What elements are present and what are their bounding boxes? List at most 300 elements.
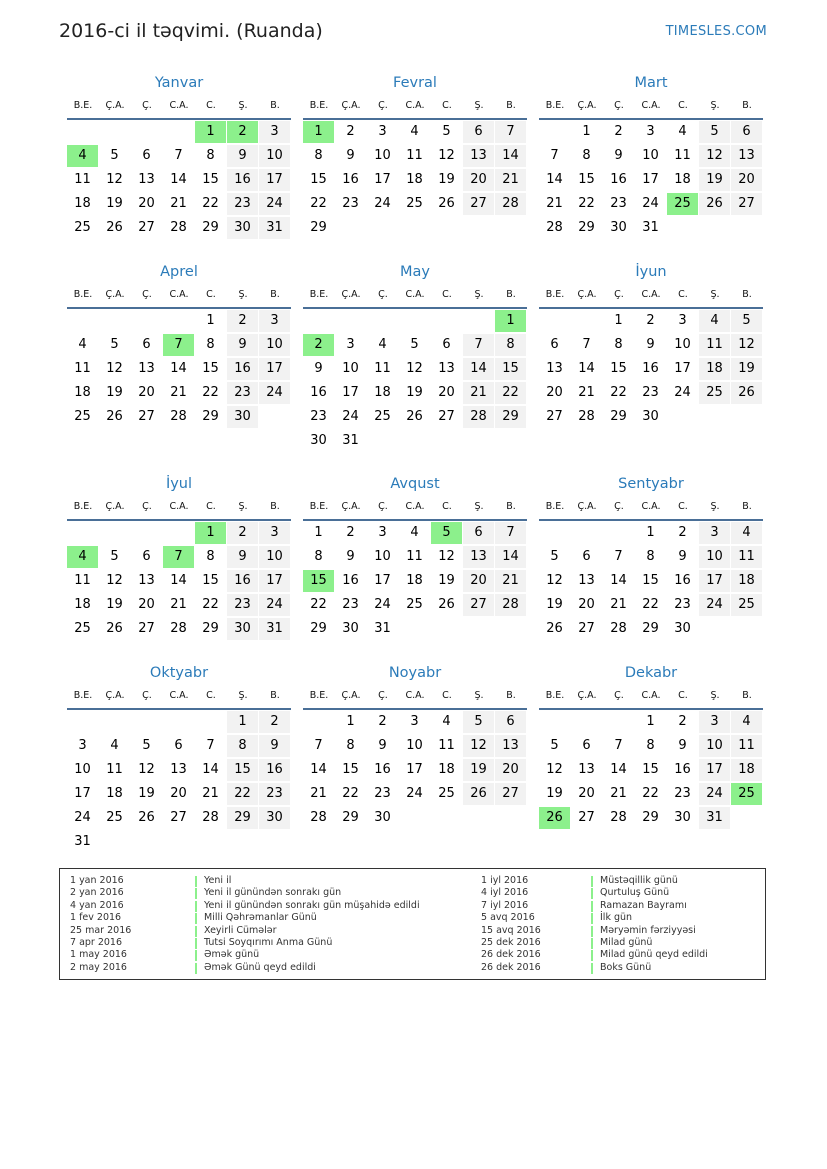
day-cell: 23 [227,594,258,616]
empty-cell [571,522,602,544]
legend-date: 25 mar 2016 [70,924,132,936]
day-cell: 26 [438,597,455,612]
weekday-label: B. [742,501,752,512]
month-block [67,261,291,429]
day-cell: 12 [463,735,494,757]
day-cell: 31 [259,618,290,640]
weekday-label: B.E. [73,289,93,300]
legend-holiday-name: Yeni il [204,875,232,886]
month-name: Dekabr [624,665,678,681]
holiday-marker [591,876,593,887]
day-cell: 24 [374,196,391,211]
day-cell: 7 [174,148,183,163]
day-cell: 15 [227,759,258,781]
month-name: May [400,264,430,280]
day-cell: 15 [642,762,659,777]
weekday-label: Ç. [378,100,388,111]
day-cell: 30 [642,409,659,424]
holiday-legend [59,868,766,980]
day-cell: 29 [610,409,627,424]
day-cell: 19 [106,196,123,211]
holiday-day-cell: 7 [163,546,194,568]
day-cell: 13 [495,735,526,757]
holiday-day-cell: 25 [731,783,762,805]
holiday-day-cell: 26 [539,807,570,829]
day-cell: 16 [259,759,290,781]
weekday-label: Ç. [614,690,624,701]
day-cell: 20 [138,597,155,612]
day-cell: 11 [731,546,762,568]
legend-column-right [481,875,708,974]
day-cell: 9 [646,337,655,352]
month-name: Oktyabr [149,665,209,681]
day-cell: 20 [170,786,187,801]
month-name: Fevral [393,75,437,91]
holiday-day-cell: 4 [67,546,98,568]
day-cell: 13 [546,361,563,376]
holiday-day-cell: 25 [667,193,698,215]
day-cell: 17 [699,570,730,592]
month-block [303,473,527,641]
day-cell: 12 [731,334,762,356]
holiday-marker [591,926,593,937]
day-cell: 27 [495,783,526,805]
day-cell: 3 [699,711,730,733]
weekday-label: C.A. [169,289,189,300]
holiday-marker [591,888,593,899]
empty-cell [99,711,130,733]
legend-holiday-name: İlk gün [600,912,633,924]
day-cell: 29 [310,220,327,235]
day-cell: 5 [463,711,494,733]
month-block [67,473,291,641]
day-cell: 3 [378,525,387,540]
holiday-day-cell: 1 [195,121,226,143]
holiday-marker [195,888,197,899]
day-cell: 9 [227,334,258,356]
day-cell: 11 [374,361,391,376]
legend-holiday-name: Milad günü [600,936,653,948]
day-cell: 3 [78,738,87,753]
month-name: Aprel [160,264,198,280]
legend-row [70,875,420,887]
day-cell: 6 [142,148,151,163]
day-cell: 16 [674,762,691,777]
day-cell: 9 [346,549,355,564]
day-cell: 15 [342,762,359,777]
weekday-label: C. [206,690,216,701]
empty-cell [131,310,162,332]
day-cell: 1 [314,525,323,540]
day-cell: 26 [463,783,494,805]
day-cell: 13 [731,145,762,167]
day-cell: 9 [678,738,687,753]
day-cell: 10 [699,735,730,757]
day-cell: 5 [550,549,559,564]
weekday-label: B. [270,289,280,300]
day-cell: 1 [582,124,591,139]
day-cell: 19 [406,385,423,400]
day-cell: 14 [578,361,595,376]
day-cell: 21 [170,597,187,612]
weekday-label: C. [206,289,216,300]
day-cell: 26 [699,193,730,215]
day-cell: 22 [202,385,219,400]
day-cell: 16 [310,385,327,400]
day-cell: 8 [495,334,526,356]
day-cell: 2 [227,310,258,332]
day-cell: 14 [170,172,187,187]
weekday-label: Ş. [710,100,720,111]
empty-cell [99,310,130,332]
day-cell: 7 [495,121,526,143]
legend-row [481,937,708,949]
day-cell: 29 [342,810,359,825]
day-cell: 12 [438,549,455,564]
day-cell: 13 [170,762,187,777]
legend-date: 1 iyl 2016 [481,875,529,886]
day-cell: 10 [674,337,691,352]
day-cell: 21 [463,382,494,404]
weekday-label: C. [442,100,452,111]
day-cell: 18 [406,573,423,588]
empty-cell [539,310,570,332]
day-cell: 29 [202,220,219,235]
holiday-day-cell: 7 [163,334,194,356]
empty-cell [99,121,130,143]
day-cell: 24 [699,783,730,805]
day-cell: 8 [314,148,323,163]
weekday-label: Ç. [142,100,152,111]
day-cell: 16 [610,172,627,187]
day-grid [539,309,763,429]
weekday-label: B.E. [545,289,565,300]
day-cell: 12 [546,573,563,588]
day-cell: 18 [731,570,762,592]
legend-date: 7 iyl 2016 [481,899,529,911]
weekday-label: Ç. [142,289,152,300]
weekday-label: Ş. [238,289,248,300]
weekday-label: Ç.A. [105,289,125,300]
legend-holiday-name: Yeni il günündən sonrakı gün müşahidə edildi [204,899,420,911]
weekday-label: Ç.A. [577,690,597,701]
empty-cell [367,310,398,332]
day-cell: 22 [342,786,359,801]
day-cell: 19 [106,385,123,400]
day-cell: 17 [74,786,91,801]
day-cell: 27 [578,810,595,825]
legend-row [70,937,420,949]
day-cell: 29 [495,406,526,428]
day-cell: 10 [342,361,359,376]
weekday-label: Ç.A. [577,501,597,512]
empty-cell [195,711,226,733]
day-cell: 6 [463,522,494,544]
legend-date: 1 fev 2016 [70,912,122,924]
day-cell: 26 [106,409,123,424]
weekday-label: B.E. [309,501,329,512]
day-cell: 8 [206,549,215,564]
day-cell: 19 [438,172,455,187]
empty-cell [163,121,194,143]
weekday-label: B.E. [73,100,93,111]
empty-cell [67,522,98,544]
month-block [67,662,291,854]
day-cell: 20 [138,385,155,400]
day-cell: 10 [642,148,659,163]
weekday-header [303,495,527,521]
day-cell: 10 [259,334,290,356]
legend-holiday-name: Milli Qəhrəmanlar Günü [204,912,317,924]
day-cell: 23 [227,382,258,404]
weekday-label: C.A. [641,100,661,111]
day-cell: 22 [202,196,219,211]
weekday-label: B. [270,690,280,701]
legend-row [481,912,708,924]
legend-date: 1 may 2016 [70,949,127,961]
weekday-label: C.A. [641,289,661,300]
empty-cell [603,522,634,544]
day-cell: 24 [342,409,359,424]
empty-cell [67,711,98,733]
day-cell: 13 [138,573,155,588]
month-block [303,662,527,830]
weekday-label: C.A. [169,501,189,512]
day-cell: 11 [106,762,123,777]
day-grid [67,120,291,240]
day-cell: 25 [74,409,91,424]
weekday-label: B. [506,100,516,111]
weekday-label: B. [742,690,752,701]
weekday-label: Ç.A. [341,289,361,300]
day-cell: 14 [170,361,187,376]
legend-holiday-name: Müstəqillik günü [600,875,678,886]
empty-cell [67,121,98,143]
day-cell: 4 [110,738,119,753]
day-cell: 24 [674,385,691,400]
day-grid [67,710,291,854]
day-cell: 8 [346,738,355,753]
day-cell: 1 [646,525,655,540]
day-cell: 30 [674,810,691,825]
day-cell: 21 [310,786,327,801]
legend-holiday-name: Xeyirli Cümələr [204,924,277,936]
day-cell: 16 [674,573,691,588]
day-cell: 9 [378,738,387,753]
day-cell: 22 [578,196,595,211]
day-cell: 11 [406,148,423,163]
holiday-marker [195,938,197,949]
weekday-label: B. [270,501,280,512]
day-cell: 15 [610,361,627,376]
weekday-label: Ş. [238,690,248,701]
day-cell: 10 [259,546,290,568]
month-block [67,72,291,240]
weekday-label: B. [742,100,752,111]
day-cell: 18 [74,385,91,400]
day-cell: 21 [546,196,563,211]
day-cell: 27 [438,409,455,424]
day-cell: 5 [110,337,119,352]
day-cell: 22 [227,783,258,805]
weekday-header [539,495,763,521]
day-cell: 16 [374,762,391,777]
day-cell: 10 [74,762,91,777]
legend-date: 5 avq 2016 [481,912,535,924]
weekday-label: Ş. [474,100,484,111]
weekday-label: B.E. [545,690,565,701]
weekday-label: C. [442,289,452,300]
day-cell: 12 [438,148,455,163]
legend-holiday-name: Qurtuluş Günü [600,887,670,899]
day-cell: 1 [206,313,215,328]
holiday-day-cell: 1 [495,310,526,332]
weekday-label: Ç. [142,690,152,701]
day-cell: 5 [442,124,451,139]
day-cell: 7 [495,522,526,544]
day-cell: 7 [463,334,494,356]
day-cell: 29 [227,807,258,829]
weekday-label: Ş. [474,501,484,512]
day-cell: 12 [699,145,730,167]
page-title: 2016-ci il təqvimi. (Ruanda) [59,20,323,42]
day-cell: 17 [642,172,659,187]
day-cell: 30 [227,406,258,428]
day-cell: 16 [342,172,359,187]
day-cell: 20 [578,597,595,612]
empty-cell [335,310,366,332]
weekday-label: Ç. [614,100,624,111]
day-cell: 22 [495,382,526,404]
day-cell: 19 [546,597,563,612]
day-cell: 27 [138,220,155,235]
weekday-label: Ş. [710,501,720,512]
day-cell: 28 [170,409,187,424]
day-cell: 3 [259,522,290,544]
day-cell: 14 [202,762,219,777]
day-cell: 14 [546,172,563,187]
weekday-label: B. [506,690,516,701]
legend-holiday-name: Məryəmin fərziyyəsi [600,924,696,936]
weekday-header [67,495,291,521]
weekday-header [539,94,763,120]
legend-column-left [70,875,420,974]
weekday-label: Ç. [378,690,388,701]
day-cell: 25 [438,786,455,801]
day-cell: 3 [410,714,419,729]
holiday-day-cell: 1 [303,121,334,143]
day-cell: 21 [202,786,219,801]
day-cell: 18 [374,385,391,400]
day-cell: 10 [699,546,730,568]
day-cell: 6 [174,738,183,753]
day-cell: 24 [374,597,391,612]
day-cell: 17 [259,169,290,191]
day-cell: 24 [259,382,290,404]
day-cell: 23 [674,597,691,612]
day-cell: 31 [374,621,391,636]
day-cell: 14 [463,358,494,380]
legend-row [70,887,420,899]
day-cell: 18 [406,172,423,187]
legend-row [70,912,420,924]
brand-link[interactable]: TIMESLES.COM [665,24,767,39]
day-cell: 15 [310,172,327,187]
weekday-label: Ş. [710,289,720,300]
empty-cell [131,522,162,544]
day-cell: 19 [546,786,563,801]
month-name: İyul [165,476,193,492]
day-cell: 2 [346,124,355,139]
day-cell: 5 [110,549,119,564]
day-cell: 11 [74,573,91,588]
day-cell: 23 [259,783,290,805]
day-cell: 15 [202,172,219,187]
day-cell: 27 [731,193,762,215]
day-grid [67,521,291,641]
empty-cell [399,310,430,332]
day-cell: 15 [578,172,595,187]
day-cell: 30 [342,621,359,636]
day-cell: 2 [259,711,290,733]
day-cell: 18 [74,597,91,612]
day-cell: 2 [346,525,355,540]
legend-holiday-name: Ramazan Bayramı [600,899,687,911]
day-cell: 25 [374,409,391,424]
day-cell: 29 [202,621,219,636]
weekday-label: Ç.A. [341,100,361,111]
day-cell: 9 [678,549,687,564]
empty-cell [67,310,98,332]
day-grid [67,309,291,429]
day-cell: 14 [170,573,187,588]
day-cell: 13 [138,361,155,376]
day-cell: 11 [674,148,691,163]
day-cell: 26 [106,220,123,235]
day-cell: 28 [310,810,327,825]
day-cell: 20 [495,759,526,781]
day-cell: 24 [259,594,290,616]
holiday-marker [591,938,593,949]
day-cell: 6 [582,549,591,564]
month-name: Sentyabr [618,476,684,492]
day-grid [303,120,527,240]
holiday-marker [195,926,197,937]
weekday-label: Ç.A. [577,289,597,300]
day-cell: 7 [582,337,591,352]
day-cell: 13 [463,546,494,568]
empty-cell [131,121,162,143]
day-grid [303,710,527,830]
legend-row [70,900,420,912]
holiday-marker [591,901,593,912]
day-cell: 4 [378,337,387,352]
day-cell: 19 [138,786,155,801]
empty-cell [571,310,602,332]
day-cell: 18 [74,196,91,211]
day-cell: 5 [731,310,762,332]
day-cell: 20 [438,385,455,400]
day-cell: 14 [310,762,327,777]
day-cell: 6 [142,549,151,564]
day-cell: 27 [546,409,563,424]
day-cell: 7 [614,549,623,564]
day-cell: 25 [74,621,91,636]
day-cell: 16 [227,169,258,191]
month-block [303,261,527,453]
day-cell: 2 [227,522,258,544]
day-cell: 6 [550,337,559,352]
